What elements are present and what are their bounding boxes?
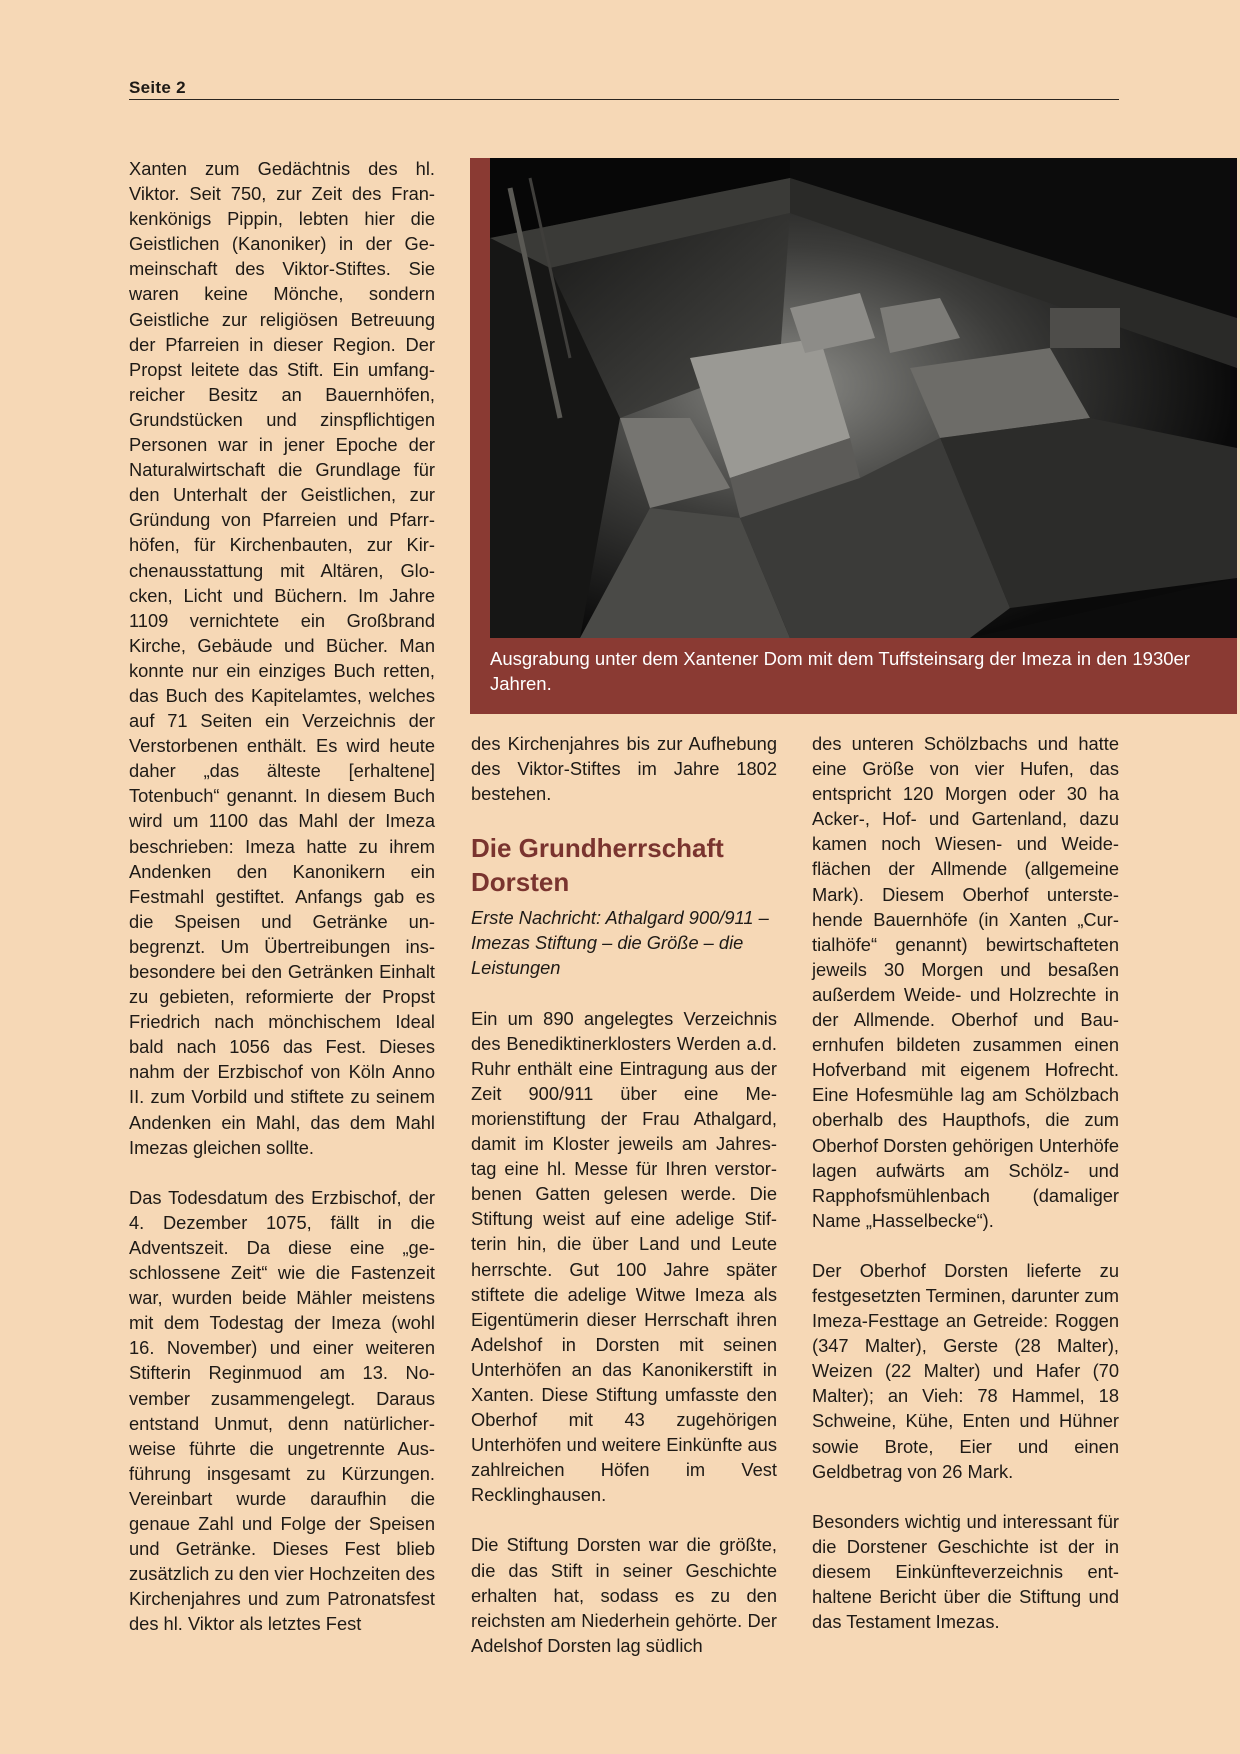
- excavation-photo: [490, 158, 1237, 638]
- section-subheading: Erste Nachricht: Athalgard 900/911 – Imezas Stiftung – die Größe – die Leistungen: [471, 907, 769, 979]
- text-column-2: [471, 731, 777, 1683]
- paragraph: Xanten zum Gedächtnis des hl. Viktor. Seit 750, zur Zeit des Frankenkönigs Pippin, lebten hier die Geistlichen (Kanoniker) in der Gemeinschaft des Viktor-Stiftes. Sie waren keine Mönche, sondern Geistliche zur religiösen Betreuung der Pfarreien in dieser Region. Der Propst leitete das Stift. Ein umfangreicher Besitz an Bauernhöfen, Grundstücken und zinspflichtigen Personen war in jener Epoche der Naturalwirtschaft die Grundlage für den Unterhalt der Geistlichen, zur Gründung von Pfarreien und Pfarrhöfen, für Kirchenbauten, zur Kirchenausstattung mit Altären, Glocken, Licht und Büchern. Im Jahre 1109 vernichtete ein Großbrand Kirche, Gebäude und Bücher. Man konnte nur ein einziges Buch retten, das Buch des Kapitelamtes, welches auf 71 Seiten ein Verzeichnis der Verstorbenen enthält. Es wird heute daher „das älteste [erhaltene] Totenbuch“ genannt. In diesem Buch wird um 1100 das Mahl der Imeza beschrieben: Imeza hatte zu ihrem Andenken den Kanonikern ein Festmahl gestiftet. Anfangs gab es die Speisen und Getränke unbegrenzt. Um Übertreibungen insbesondere bei den Getränken Einhalt zu gebieten, reformierte der Propst Friedrich nach mönchischem Ideal bald nach 1056 das Fest. Dieses nahm der Erzbischof von Köln Anno II. zum Vorbild und stiftete zu seinem Andenken ein Mahl, das dem Mahl Imezas gleichen sollte.: [129, 158, 435, 1158]
- section-heading: Die Grundherrschaft Dorsten: [471, 833, 724, 898]
- paragraph: Besonders wichtig und interessant für die Dorstener Geschichte ist der in diesem Einkünfteverzeichnis enthaltene Bericht über die Stiftung und das Testament Imezas.: [812, 1510, 1119, 1633]
- figure: [470, 158, 1237, 714]
- paragraph: Der Oberhof Dorsten lieferte zu festgesetzten Terminen, darunter zum Imeza-Festtage an Getreide: Roggen (347 Malter), Gerste (28 Malter), Weizen (22 Malter) und Hafer (70 Malter); an Vieh: 78 Hammel, 18 Schweine, Kühe, Enten und Hühner sowie Brote, Eier und einen Geldbetrag von 26 Mark.: [812, 1259, 1119, 1482]
- paragraph: Das Todesdatum des Erzbischof, der 4. Dezember 1075, fällt in die Adventszeit. Da diese eine „geschlossene Zeit“ wie die Fastenzeit war, wurden beide Mähler meistens mit dem Todestag der Imeza (wohl 16. November) und einer weiteren Stifterin Reginmuod am 13. November zusammengelegt. Daraus entstand Unmut, denn natürlicherweise führte die ungetrennte Ausführung insgesamt zu Kürzungen. Vereinbart wurde daraufhin die genaue Zahl und Folge der Speisen und Getränke. Dieses Fest blieb zusätzlich zu den vier Hochzeiten des Kirchenjahres und zum Patronatsfest des hl. Viktor als letztes Fest: [129, 1186, 435, 1635]
- paragraph: Die Stiftung Dorsten war die größte, die das Stift in seiner Geschichte erhalten hat, sodass es zu den reichsten am Niederhein gehörte. Der Adelshof Dorsten lag südlich: [471, 1534, 777, 1656]
- text-column-1: [129, 156, 435, 1661]
- paragraph: des Kirchenjahres bis zur Aufhebung des Viktor-Stiftes im Jahre 1802 bestehen.: [471, 733, 777, 805]
- page-header: [129, 78, 1119, 100]
- paragraph: des unteren Schölzbachs und hatte eine Größe von vier Hufen, das entspricht 120 Morgen oder 30 ha Acker-, Hof- und Gartenland, dazu kamen noch Wiesen- und Weideflächen der Allmende (allgemeine Mark). Diesem Oberhof unterstehende Bauernhöfe (in Xanten „Curtialhöfe“ genannt) bewirtschafteten jeweils 30 Morgen und besaßen außerdem Weide- und Holzrechte in der Allmende. Oberhof und Bauernhufen bildeten zusammen einen Hofverband mit eigenem Hofrecht. Eine Hofesmühle lag am Schölzbach oberhalb des Haupthofs, die zum Oberhof Dorsten gehörigen Unterhöfe lagen aufwärts am Schölz- und Rapphofsmühlenbach (damaliger Name „Hasselbecke“).: [812, 733, 1119, 1231]
- page-number: Seite 2: [129, 78, 186, 97]
- figure-caption: Ausgrabung unter dem Xantener Dom mit dem Tuffsteinsarg der Imeza in den 1930er Jahren.: [490, 648, 1190, 694]
- text-column-3: [812, 731, 1119, 1659]
- paragraph: Ein um 890 angelegtes Verzeichnis des Benediktinerklosters Werden a.d. Ruhr enthält eine Eintragung aus der Zeit 900/911 über eine Memorienstiftung der Frau Athalgard, damit im Kloster jeweils am Jahrestag eine hl. Messe für Ihren verstorbenen Gatten gelesen werde. Die Stiftung weist auf eine adelige Stifterin hin, die über Land und Leute herrschte. Gut 100 Jahre später stiftete die adelige Witwe Imeza als Eigentümerin dieser Herrschaft ihren Adelshof in Dorsten mit seinen Unterhöfen an das Kanonikerstift in Xanten. Diese Stiftung umfasste den Oberhof mit 43 zugehörigen Unterhöfen und weitere Einkünfte aus zahlreichen Höfen im Vest Recklinghausen.: [471, 1007, 777, 1506]
- excavation-photo-image: [490, 158, 1237, 638]
